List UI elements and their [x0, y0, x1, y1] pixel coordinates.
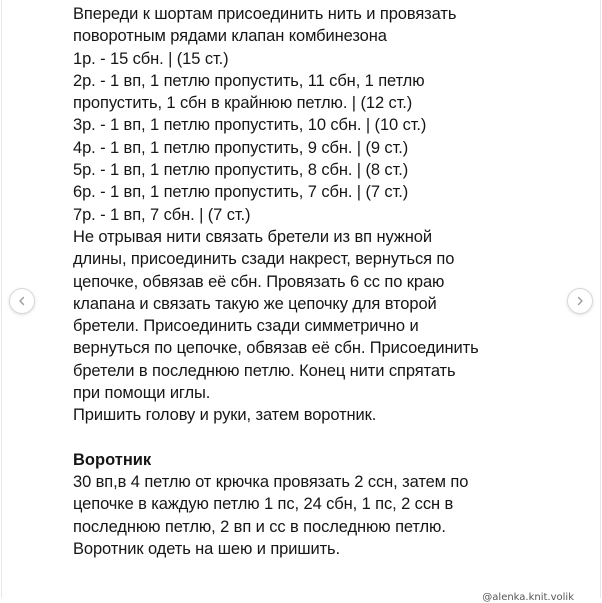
- collar-line: Воротник одеть на шею и пришить.: [73, 539, 341, 558]
- pattern-line: бретели в последнюю петлю. Конец нити спрятать: [73, 361, 456, 380]
- collar-heading: Воротник: [73, 450, 152, 469]
- pattern-line: цепочке, обвязав её сбн. Провязать 6 сс по краю: [73, 272, 445, 291]
- post-image-text: [73, 3, 573, 560]
- author-watermark: @alenka.knit.volik: [482, 592, 574, 603]
- collar-line: 30 вп,в 4 петлю от крючка провязать 2 ссн, затем по: [73, 472, 469, 491]
- pattern-line: 2р. - 1 вп, 1 петлю пропустить, 11 сбн, 1 петлю: [73, 71, 425, 90]
- collar-line: последнюю петлю, 2 вп и сс в последнюю петлю.: [73, 517, 446, 536]
- pattern-line: поворотным рядами клапан комбинезона: [73, 27, 387, 46]
- pattern-line: клапана и связать такую же цепочку для второй: [73, 294, 437, 313]
- post-left-border: [1, 0, 2, 598]
- post-right-border: [600, 0, 601, 598]
- pattern-line: 3р. - 1 вп, 1 петлю пропустить, 10 сбн. | (10 ст.): [73, 116, 427, 135]
- collar-line: цепочке в каждую петлю 1 пс, 24 сбн, 1 пс, 2 ссн в: [73, 495, 454, 514]
- pattern-line: вернуться по цепочке, обвязав её сбн. Присоединить: [73, 339, 479, 358]
- pattern-line: длины, присоединить сзади накрест, вернуться по: [73, 250, 455, 269]
- section-gap: [73, 427, 573, 449]
- pattern-line: 6р. - 1 вп, 1 петлю пропустить, 7 сбн. | (7 ст.): [73, 183, 409, 202]
- pattern-line: 7р. - 1 вп, 7 сбн. | (7 ст.): [73, 205, 251, 224]
- carousel-next-button[interactable]: [567, 288, 593, 314]
- chevron-right-icon: [575, 296, 585, 306]
- carousel-prev-button[interactable]: [9, 288, 35, 314]
- pattern-line: 1р. - 15 сбн. | (15 ст.): [73, 49, 229, 68]
- pattern-line: Впереди к шортам присоединить нить и провязать: [73, 5, 457, 23]
- pattern-line: пропустить, 1 сбн в крайнюю петлю. | (12 ст.): [73, 94, 413, 113]
- pattern-line: 4р. - 1 вп, 1 петлю пропустить, 9 сбн. | (9 ст.): [73, 138, 409, 157]
- chevron-left-icon: [17, 296, 27, 306]
- pattern-line: бретели. Присоединить сзади симметрично и: [73, 317, 419, 336]
- pattern-line: Пришить голову и руки, затем воротник.: [73, 406, 377, 425]
- pattern-line: Не отрывая нити связать бретели из вп нужной: [73, 227, 432, 246]
- pattern-line: при помощи иглы.: [73, 384, 211, 403]
- pattern-line: 5р. - 1 вп, 1 петлю пропустить, 8 сбн. | (8 ст.): [73, 161, 409, 180]
